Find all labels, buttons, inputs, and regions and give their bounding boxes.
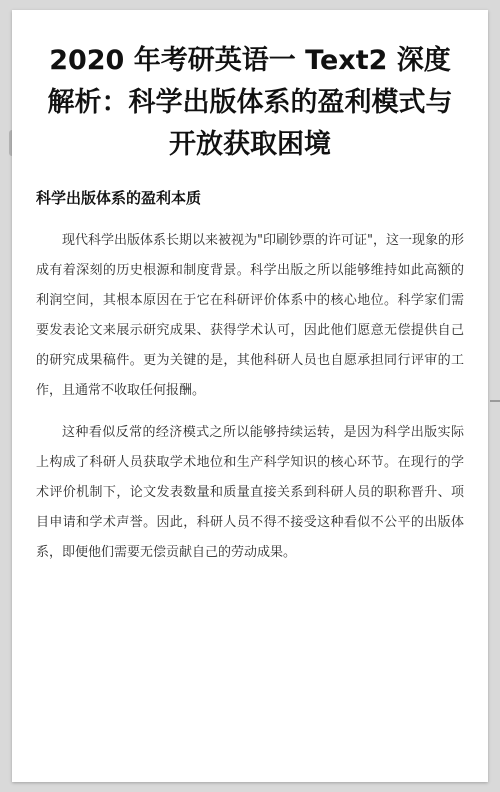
document-title: 2020 年考研英语一 Text2 深度解析：科学出版体系的盈利模式与开放获取困境 xyxy=(47,45,453,160)
body-paragraph: 这种看似反常的经济模式之所以能够持续运转，是因为科学出版实际上构成了科研人员获取学术地位和生产科学知识的核心环节。在现行的学术评价机制下，论文发表数量和质量直接关系到科研人员的职称晋升、项目申请和学术声誉。因此，科研人员不得不接受这种看似不公平的出版体系，即便他们需要无偿贡献自己的劳动成果。 xyxy=(36,425,464,560)
body-paragraph: 现代科学出版体系长期以来被视为"印刷钞票的许可证"，这一现象的形成有着深刻的历史根源和制度背景。科学出版之所以能够维持如此高额的利润空间，其根本原因在于它在科研评价体系中的核心地位。科学家们需要发表论文来展示研究成果、获得学术认可，因此他们愿意无偿提供自己的研究成果稿件。更为关键的是，其他科研人员也自愿承担同行评审的工作，且通常不收取任何报酬。 xyxy=(36,233,464,398)
page-edge-mark xyxy=(490,400,500,402)
document-page xyxy=(12,10,488,782)
section-heading: 科学出版体系的盈利本质 xyxy=(36,189,202,207)
